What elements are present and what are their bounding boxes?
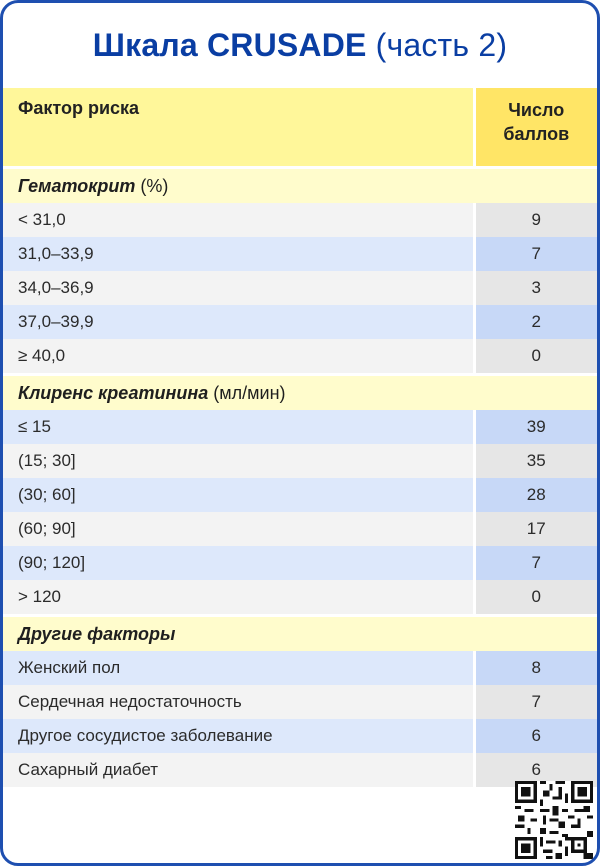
table-row	[3, 512, 597, 546]
table-header	[3, 88, 597, 168]
row-points: 0	[474, 339, 597, 375]
row-label: (60; 90]	[3, 512, 474, 546]
section-unit: (мл/мин)	[208, 382, 286, 403]
table-row	[3, 753, 597, 787]
table-row	[3, 546, 597, 580]
row-label: (90; 120]	[3, 546, 474, 580]
table-row	[3, 478, 597, 512]
section-title: Другие факторы	[18, 623, 176, 644]
crusade-table	[3, 88, 597, 787]
row-label: ≥ 40,0	[3, 339, 474, 375]
row-label: (15; 30]	[3, 444, 474, 478]
section-other-factors	[3, 616, 597, 652]
row-points: 17	[474, 512, 597, 546]
section-unit: (%)	[135, 175, 169, 196]
table-row	[3, 237, 597, 271]
row-label: < 31,0	[3, 203, 474, 237]
row-label: > 120	[3, 580, 474, 616]
row-points: 7	[474, 546, 597, 580]
row-label: Сахарный диабет	[3, 753, 474, 787]
table-row	[3, 444, 597, 478]
row-label: Другое сосудистое заболевание	[3, 719, 474, 753]
row-points: 9	[474, 203, 597, 237]
row-points: 39	[474, 410, 597, 444]
row-label: 34,0–36,9	[3, 271, 474, 305]
row-points: 7	[474, 237, 597, 271]
table-row	[3, 651, 597, 685]
row-points: 0	[474, 580, 597, 616]
title-main: Шкала CRUSADE	[92, 27, 367, 63]
header-points-line2: баллов	[503, 124, 570, 144]
qr-code-icon[interactable]	[515, 781, 593, 859]
row-points: 6	[474, 719, 597, 753]
header-points-line1: Число	[508, 100, 565, 120]
page-title	[3, 3, 597, 88]
table-row	[3, 719, 597, 753]
section-hematocrit	[3, 168, 597, 204]
header-points	[474, 88, 597, 168]
table-row	[3, 305, 597, 339]
row-label: Сердечная недостаточность	[3, 685, 474, 719]
row-label: 37,0–39,9	[3, 305, 474, 339]
row-label: ≤ 15	[3, 410, 474, 444]
table-row	[3, 410, 597, 444]
row-points: 7	[474, 685, 597, 719]
section-creatinine-clearance	[3, 375, 597, 411]
section-title: Клиренс креатинина	[18, 382, 209, 403]
row-points: 8	[474, 651, 597, 685]
table-row	[3, 203, 597, 237]
table-row	[3, 339, 597, 375]
row-label: Женский пол	[3, 651, 474, 685]
row-points: 28	[474, 478, 597, 512]
row-points: 35	[474, 444, 597, 478]
row-label: (30; 60]	[3, 478, 474, 512]
row-points: 2	[474, 305, 597, 339]
row-points: 6	[474, 753, 597, 787]
title-suffix: (часть 2)	[375, 27, 508, 63]
table-row	[3, 271, 597, 305]
table-row	[3, 580, 597, 616]
header-factor: Фактор риска	[3, 88, 474, 168]
table-row	[3, 685, 597, 719]
row-points: 3	[474, 271, 597, 305]
section-title: Гематокрит	[18, 175, 136, 196]
row-label: 31,0–33,9	[3, 237, 474, 271]
